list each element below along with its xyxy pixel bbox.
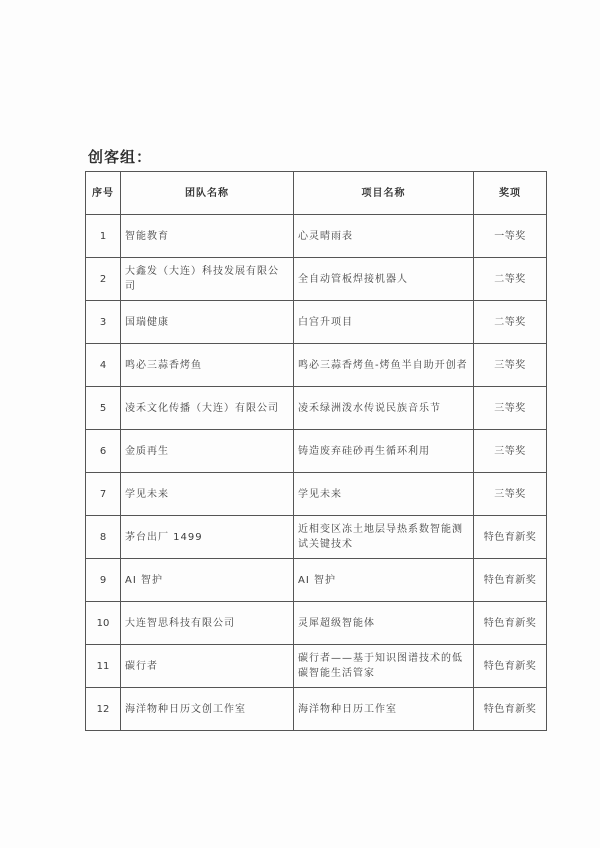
row-index: 8 bbox=[86, 516, 121, 559]
row-award: 特色育新奖 bbox=[474, 645, 547, 688]
row-index: 4 bbox=[86, 344, 121, 387]
section-title: 创客组： bbox=[88, 148, 153, 166]
row-award: 二等奖 bbox=[474, 301, 547, 344]
row-project: 碳行者——基于知识图谱技术的低碳智能生活管家 bbox=[294, 645, 474, 688]
row-team: 海洋物种日历文创工作室 bbox=[121, 688, 294, 731]
table-row bbox=[86, 473, 547, 516]
table-row bbox=[86, 258, 547, 301]
row-award: 二等奖 bbox=[474, 258, 547, 301]
row-index: 11 bbox=[86, 645, 121, 688]
row-team: AI 智护 bbox=[121, 559, 294, 602]
row-project: 灵犀超级智能体 bbox=[294, 602, 474, 645]
header-award: 奖项 bbox=[474, 172, 547, 215]
row-award: 特色育新奖 bbox=[474, 602, 547, 645]
row-index: 3 bbox=[86, 301, 121, 344]
row-award: 特色育新奖 bbox=[474, 688, 547, 731]
row-team: 金质再生 bbox=[121, 430, 294, 473]
header-project: 项目名称 bbox=[294, 172, 474, 215]
row-index: 9 bbox=[86, 559, 121, 602]
table-row bbox=[86, 387, 547, 430]
row-project: 学见未来 bbox=[294, 473, 474, 516]
row-project: 近相变区冻土地层导热系数智能测试关键技术 bbox=[294, 516, 474, 559]
row-index: 1 bbox=[86, 215, 121, 258]
row-award: 一等奖 bbox=[474, 215, 547, 258]
row-project: 海洋物种日历工作室 bbox=[294, 688, 474, 731]
table-row bbox=[86, 516, 547, 559]
table-row bbox=[86, 301, 547, 344]
table-row bbox=[86, 645, 547, 688]
row-team: 国瑞健康 bbox=[121, 301, 294, 344]
row-index: 10 bbox=[86, 602, 121, 645]
row-index: 7 bbox=[86, 473, 121, 516]
row-award: 三等奖 bbox=[474, 473, 547, 516]
row-project: 全自动管板焊接机器人 bbox=[294, 258, 474, 301]
row-team: 大鑫发（大连）科技发展有限公司 bbox=[121, 258, 294, 301]
row-project: 心灵晴雨表 bbox=[294, 215, 474, 258]
table-row bbox=[86, 559, 547, 602]
row-project: 凌禾绿洲泼水传说民族音乐节 bbox=[294, 387, 474, 430]
header-team: 团队名称 bbox=[121, 172, 294, 215]
row-project: 白宫升项目 bbox=[294, 301, 474, 344]
row-award: 特色育新奖 bbox=[474, 559, 547, 602]
row-award: 三等奖 bbox=[474, 430, 547, 473]
header-index: 序号 bbox=[86, 172, 121, 215]
row-team: 大连智思科技有限公司 bbox=[121, 602, 294, 645]
table-row bbox=[86, 215, 547, 258]
row-team: 碳行者 bbox=[121, 645, 294, 688]
row-team: 凌禾文化传播（大连）有限公司 bbox=[121, 387, 294, 430]
row-index: 12 bbox=[86, 688, 121, 731]
table-row bbox=[86, 688, 547, 731]
row-award: 三等奖 bbox=[474, 387, 547, 430]
row-index: 2 bbox=[86, 258, 121, 301]
row-team: 学见未来 bbox=[121, 473, 294, 516]
row-award: 特色育新奖 bbox=[474, 516, 547, 559]
row-team: 智能教育 bbox=[121, 215, 294, 258]
row-team: 茅台出厂 1499 bbox=[121, 516, 294, 559]
row-project: 鸣必三蒜香烤鱼-烤鱼半自助开创者 bbox=[294, 344, 474, 387]
row-award: 三等奖 bbox=[474, 344, 547, 387]
row-team: 鸣必三蒜香烤鱼 bbox=[121, 344, 294, 387]
row-index: 6 bbox=[86, 430, 121, 473]
row-project: AI 智护 bbox=[294, 559, 474, 602]
table-row bbox=[86, 430, 547, 473]
table-header-row bbox=[86, 172, 547, 215]
table-row bbox=[86, 602, 547, 645]
awards-table bbox=[85, 171, 547, 731]
row-index: 5 bbox=[86, 387, 121, 430]
row-project: 铸造废弃硅砂再生循环利用 bbox=[294, 430, 474, 473]
table-row bbox=[86, 344, 547, 387]
